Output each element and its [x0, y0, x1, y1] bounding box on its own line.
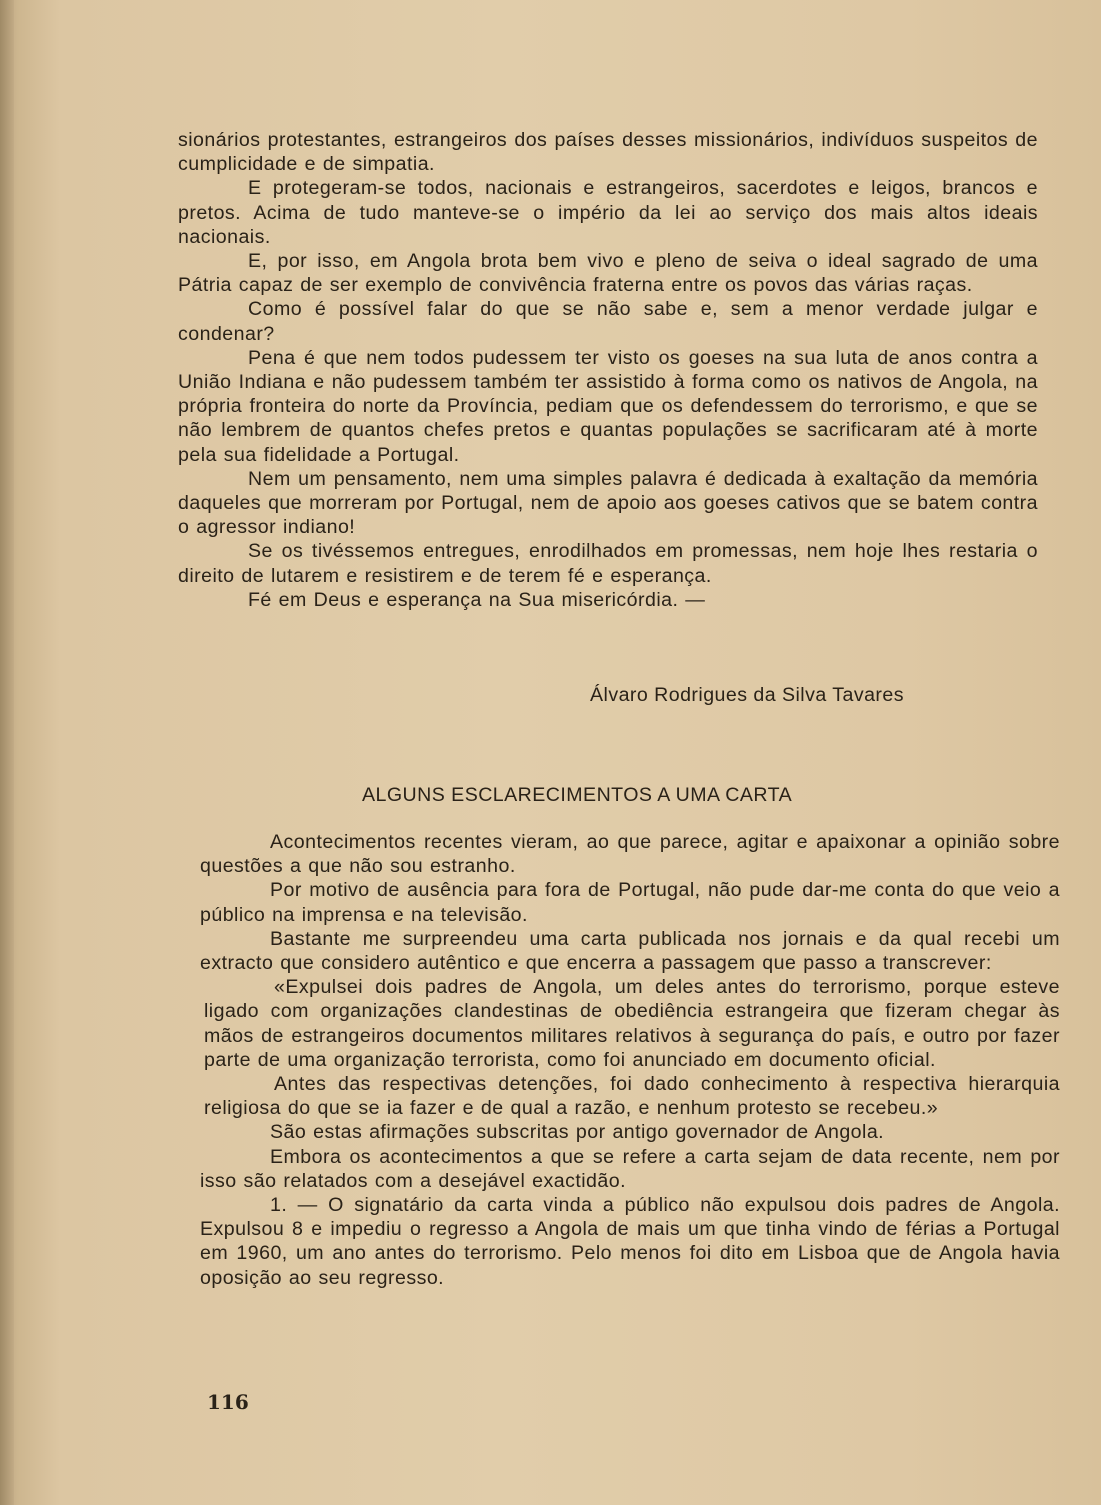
article-2-title: ALGUNS ESCLARECIMENTOS A UMA CARTA — [362, 784, 793, 806]
page-number: 116 — [207, 1390, 249, 1414]
paragraph: E, por isso, em Angola brota bem vivo e pleno de seiva o ideal sagrado de uma Pátria capaz de ser exemplo de convivência fraterna entre os povos das várias raças. — [178, 250, 1038, 297]
article-2-body — [200, 830, 1060, 1290]
paragraph: Por motivo de ausência para fora de Portugal, não pude dar-me conta do que veio a público na imprensa e na televisão. — [200, 879, 1060, 926]
paragraph: Pena é que nem todos pudessem ter visto os goeses na sua luta de anos contra a União Indiana e não pudessem também ter assistido à forma como os nativos de Angola, na própria fronteira do norte da Província, pediam que os defendessem do terrorismo, e que se não lembrem de quantos chefes pretos e quantas populações se sacrificaram até à morte pela sua fidelidade a Portugal. — [178, 346, 1038, 466]
paragraph: 1. — O signatário da carta vinda a público não expulsou dois padres de Angola. Expulsou 8 e impediu o regresso a Angola de mais um que tinha vindo de férias a Portugal em 1960, um ano antes do terrorismo. Pelo menos foi dito em Lisboa que de Angola havia oposição ao seu regresso. — [200, 1194, 1060, 1289]
quoted-paragraph: Antes das respectivas detenções, foi dado conhecimento à respectiva hierarquia religiosa do que se ia fazer e de qual a razão, e nenhum protesto se recebeu.» — [204, 1073, 1060, 1120]
author-signature: Álvaro Rodrigues da Silva Tavares — [590, 684, 904, 706]
article-1-body — [178, 128, 1038, 612]
paragraph: Como é possível falar do que se não sabe e, sem a menor verdade julgar e condenar? — [178, 298, 1038, 345]
paragraph: E protegeram-se todos, nacionais e estrangeiros, sacerdotes e leigos, brancos e pretos. Acima de tudo manteve-se o império da lei ao serviço dos mais altos ideais nacionais. — [178, 177, 1038, 248]
quoted-paragraph: «Expulsei dois padres de Angola, um deles antes do terrorismo, porque esteve ligado com organizações clandestinas de obediência estrangeira que fizeram chegar às mãos de estrangeiros documentos militares relativos à segurança do país, e outro por fazer parte de uma organização terrorista, como foi anunciado em documento oficial. — [204, 976, 1060, 1071]
paragraph: Embora os acontecimentos a que se refere a carta sejam de data recente, nem por isso são relatados com a desejável exactidão. — [200, 1145, 1060, 1192]
book-spine-shadow — [0, 0, 14, 1505]
paragraph: Se os tivéssemos entregues, enrodilhados em promessas, nem hoje lhes restaria o direito de lutarem e resistirem e de terem fé e esperança. — [178, 540, 1038, 587]
paragraph: Nem um pensamento, nem uma simples palavra é dedicada à exaltação da memória daqueles que morreram por Portugal, nem de apoio aos goeses cativos que se batem contra o agressor indiano! — [178, 467, 1038, 539]
paragraph: Acontecimentos recentes vieram, ao que parece, agitar e apaixonar a opinião sobre questões a que não sou estranho. — [200, 831, 1060, 878]
paragraph: Fé em Deus e esperança na Sua misericórdia. — — [248, 588, 706, 611]
paragraph: sionários protestantes, estrangeiros dos países desses missionários, indivíduos suspeitos de cumplicidade e de simpatia. — [178, 129, 1038, 176]
paragraph: São estas afirmações subscritas por antigo governador de Angola. — [270, 1121, 885, 1144]
paragraph: Bastante me surpreendeu uma carta publicada nos jornais e da qual recebi um extracto que considero autêntico e que encerra a passagem que passo a transcrever: — [200, 927, 1060, 975]
